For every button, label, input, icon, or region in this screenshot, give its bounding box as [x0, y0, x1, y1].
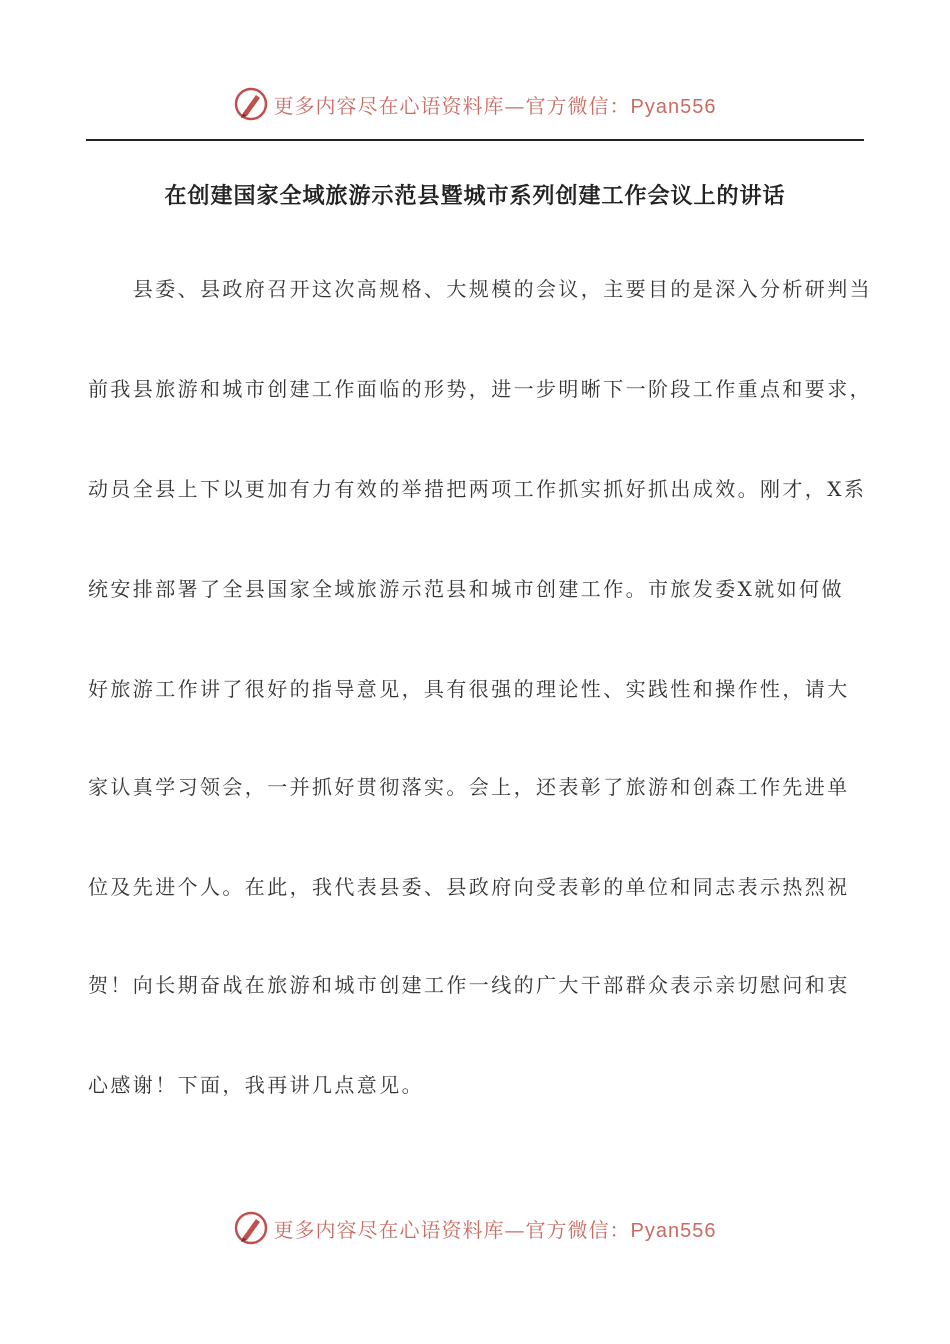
- watermark-cn: 更多内容尽在心语资料库—官方微信：: [273, 1217, 631, 1242]
- body-line: 家认真学习领会，一并抓好贯彻落实。会上，还表彰了旅游和创森工作先进单: [88, 775, 850, 799]
- pen-logo-icon: [234, 87, 268, 121]
- header-watermark: [0, 84, 950, 124]
- body-line: 统安排部署了全县国家全域旅游示范县和城市创建工作。市旅发委X就如何做: [88, 577, 844, 601]
- document-title: 在创建国家全域旅游示范县暨城市系列创建工作会议上的讲话: [164, 183, 786, 209]
- pen-logo-icon: [234, 1211, 268, 1245]
- body-line: 前我县旅游和城市创建工作面临的形势，进一步明晰下一阶段工作重点和要求，: [88, 377, 872, 401]
- body-line: 贺！向长期奋战在旅游和城市创建工作一线的广大干部群众表示亲切慰问和衷: [88, 973, 850, 997]
- watermark-text: [274, 1214, 717, 1243]
- header-divider: [86, 139, 864, 141]
- watermark-cn: 更多内容尽在心语资料库—官方微信：: [273, 93, 631, 118]
- body-line: 好旅游工作讲了很好的指导意见，具有很强的理论性、实践性和操作性，请大: [88, 677, 850, 701]
- body-line: 县委、县政府召开这次高规格、大规模的会议，主要目的是深入分析研判当: [88, 277, 872, 301]
- watermark-wechat-id: Pyan556: [630, 1219, 717, 1242]
- watermark-text: [274, 90, 717, 119]
- footer-watermark: [0, 1208, 950, 1248]
- watermark-wechat-id: Pyan556: [630, 95, 717, 118]
- body-line: 心感谢！下面，我再讲几点意见。: [88, 1073, 424, 1097]
- body-line: 位及先进个人。在此，我代表县委、县政府向受表彰的单位和同志表示热烈祝: [88, 875, 850, 899]
- brand: [234, 87, 717, 121]
- body-line: 动员全县上下以更加有力有效的举措把两项工作抓实抓好抓出成效。刚才，X系: [88, 477, 867, 501]
- brand: [234, 1211, 717, 1245]
